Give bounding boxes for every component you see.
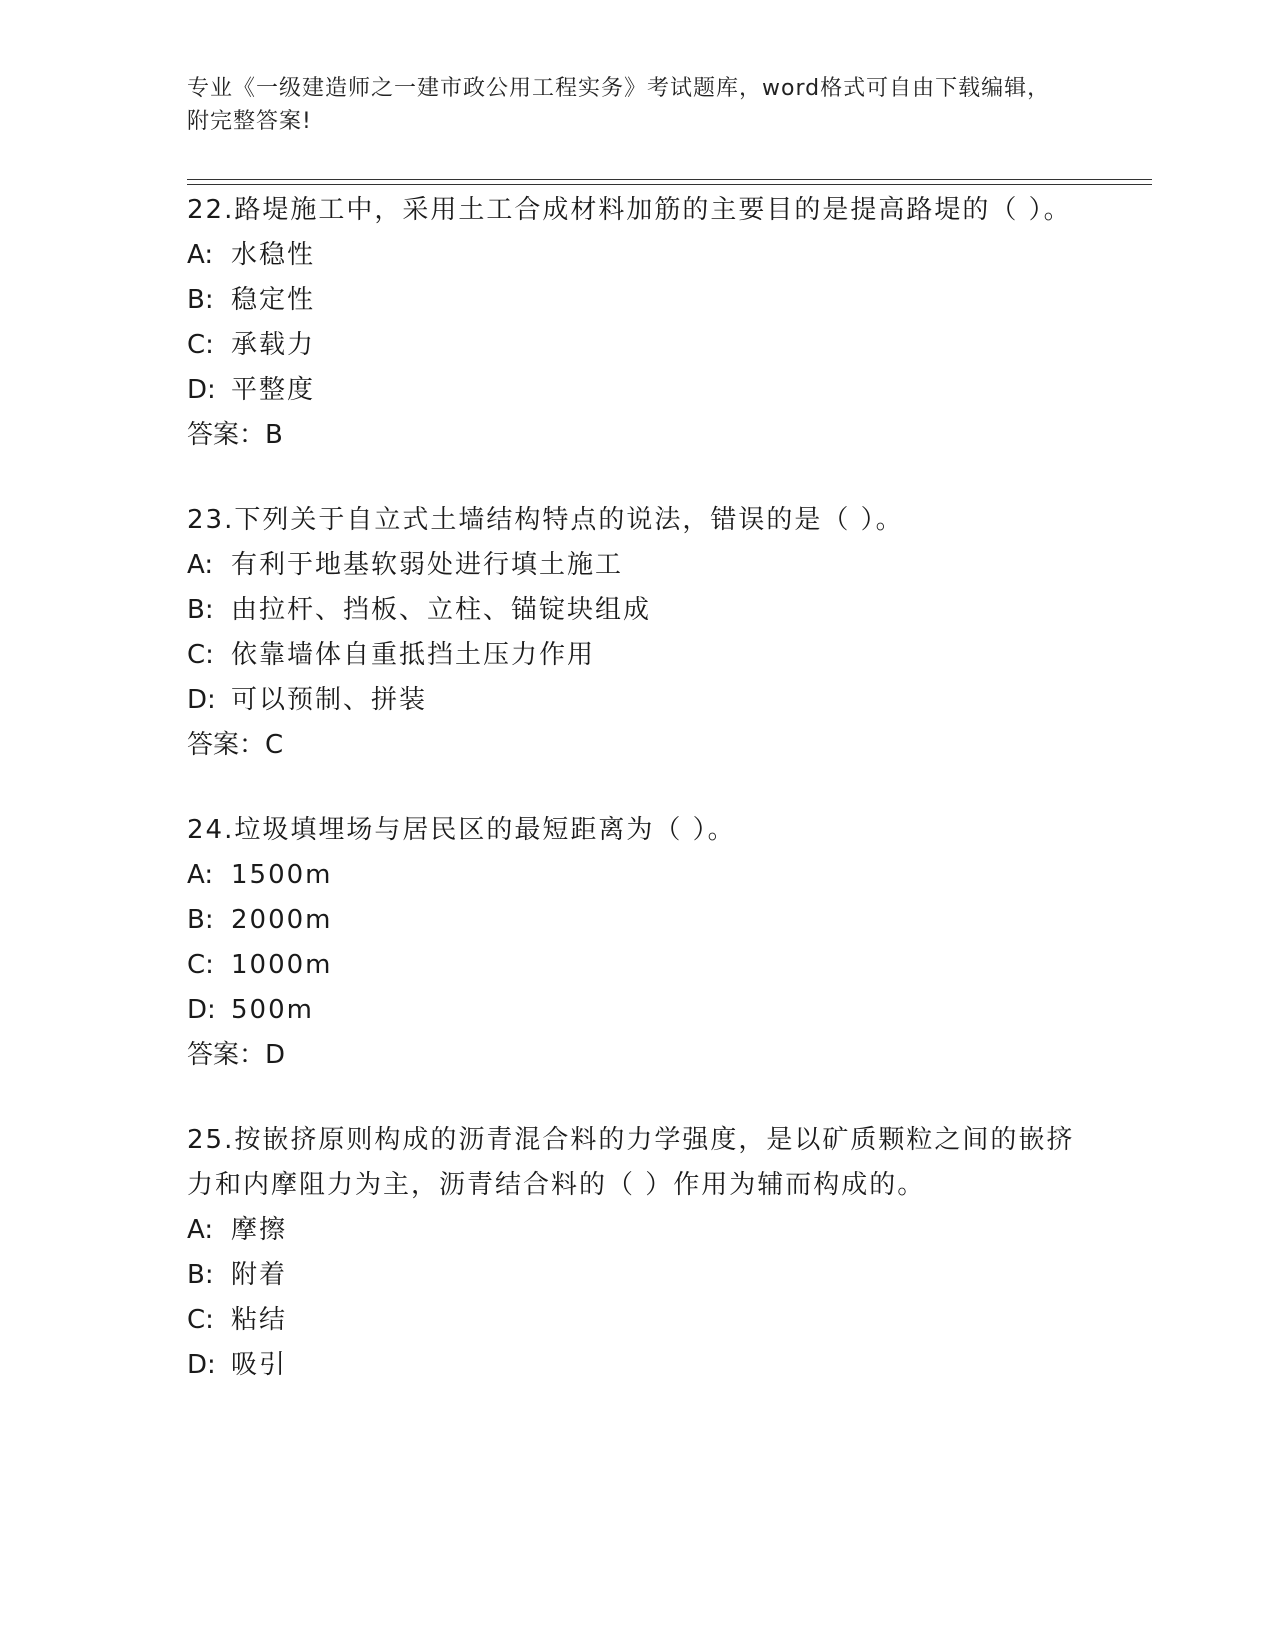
- option-text: 附着: [231, 1260, 288, 1290]
- option-b: [187, 1253, 1087, 1298]
- question-stem: 25.按嵌挤原则构成的沥青混合料的力学强度，是以矿质颗粒之间的嵌挤力和内摩阻力为主，沥青结合料的（ ）作用为辅而构成的。: [187, 1125, 1075, 1200]
- option-d: [187, 678, 1087, 723]
- option-text: 可以预制、拼装: [231, 685, 428, 715]
- option-c: [187, 633, 1087, 678]
- option-text: 水稳性: [231, 240, 316, 270]
- option-text: 由拉杆、挡板、立柱、锚锭块组成: [231, 595, 652, 625]
- option-text: 依靠墙体自重抵挡土压力作用: [231, 640, 596, 670]
- option-a: [187, 853, 1087, 898]
- option-a: [187, 233, 1087, 278]
- option-key: A:: [187, 550, 214, 580]
- option-key: B:: [187, 1260, 214, 1290]
- option-key: C:: [187, 950, 214, 980]
- option-b: [187, 278, 1087, 323]
- question-24: [187, 808, 1087, 1078]
- option-text: 有利于地基软弱处进行填土施工: [231, 550, 624, 580]
- option-key: D:: [187, 685, 216, 715]
- question-22: [187, 188, 1087, 458]
- answer-line: 答案：D: [187, 1040, 286, 1070]
- header-divider-bottom: [187, 184, 1152, 185]
- option-d: [187, 988, 1087, 1033]
- option-c: [187, 323, 1087, 368]
- option-c: [187, 1298, 1087, 1343]
- option-d: [187, 368, 1087, 413]
- option-a: [187, 1208, 1087, 1253]
- document-header: 专业《一级建造师之一建市政公用工程实务》考试题库，word格式可自由下载编辑，附完整答案!: [187, 76, 1051, 134]
- option-key: C:: [187, 330, 214, 360]
- question-stem: 23.下列关于自立式土墙结构特点的说法，错误的是（ ）。: [187, 505, 904, 535]
- option-text: 承载力: [231, 330, 316, 360]
- option-key: A:: [187, 1215, 214, 1245]
- option-key: A:: [187, 240, 214, 270]
- question-list: [187, 188, 1087, 1428]
- option-key: A:: [187, 860, 214, 890]
- option-text: 摩擦: [231, 1215, 288, 1245]
- option-text: 1500m: [231, 860, 333, 890]
- question-25: [187, 1118, 1087, 1388]
- option-a: [187, 543, 1087, 588]
- option-c: [187, 943, 1087, 988]
- option-text: 粘结: [231, 1305, 288, 1335]
- question-stem: 22.路堤施工中，采用土工合成材料加筋的主要目的是提高路堤的（ ）。: [187, 195, 1072, 225]
- option-key: D:: [187, 1350, 216, 1380]
- option-text: 1000m: [231, 950, 333, 980]
- option-key: D:: [187, 375, 216, 405]
- option-text: 平整度: [231, 375, 316, 405]
- option-d: [187, 1343, 1087, 1388]
- option-key: D:: [187, 995, 216, 1025]
- option-text: 稳定性: [231, 285, 316, 315]
- option-b: [187, 588, 1087, 633]
- option-key: B:: [187, 595, 214, 625]
- question-23: [187, 498, 1087, 768]
- question-stem: 24.垃圾填埋场与居民区的最短距离为（ ）。: [187, 815, 736, 845]
- option-key: B:: [187, 285, 214, 315]
- option-text: 吸引: [231, 1350, 288, 1380]
- option-text: 2000m: [231, 905, 333, 935]
- option-b: [187, 898, 1087, 943]
- option-key: B:: [187, 905, 214, 935]
- option-key: C:: [187, 640, 214, 670]
- option-key: C:: [187, 1305, 214, 1335]
- answer-line: 答案：C: [187, 730, 284, 760]
- header-divider-top: [187, 179, 1152, 180]
- option-text: 500m: [231, 995, 314, 1025]
- answer-line: 答案：B: [187, 420, 283, 450]
